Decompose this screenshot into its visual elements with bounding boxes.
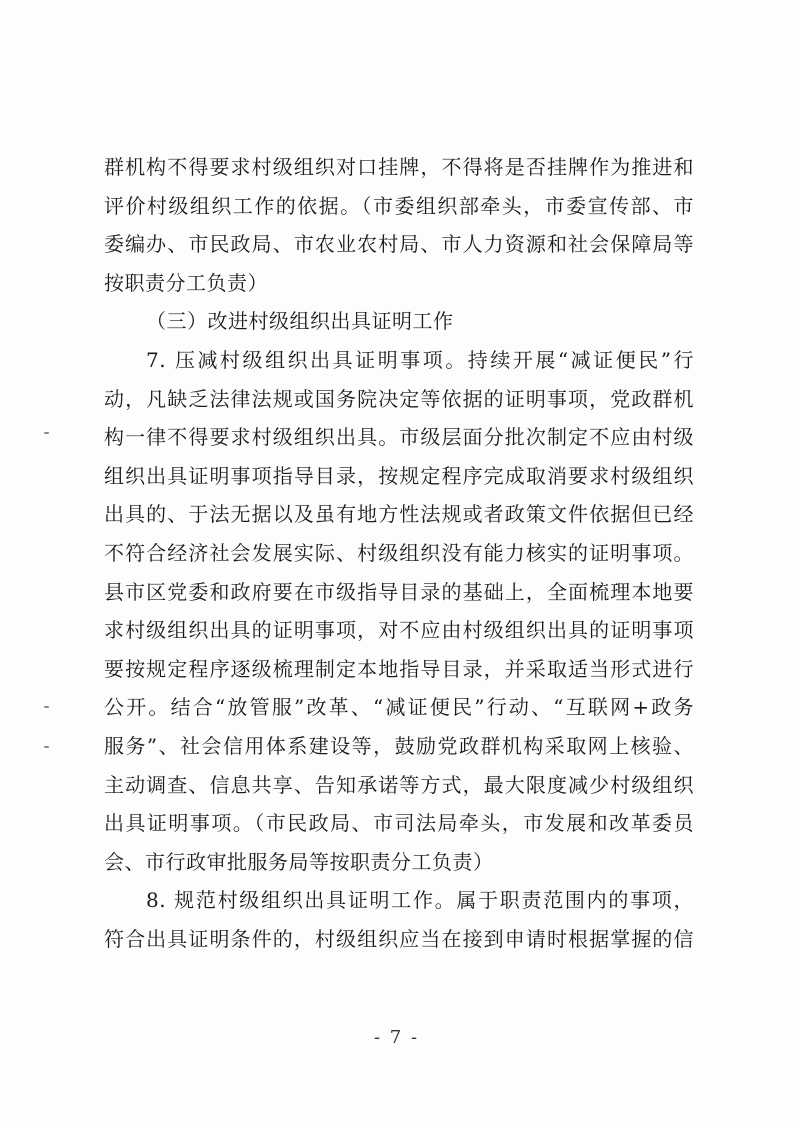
text-line: 动，凡缺乏法律法规或国务院决定等依据的证明事项，党政群机 bbox=[104, 386, 694, 411]
text-line: 服务”、社会信用体系建设等，鼓励党政群机构采取网上核验、 bbox=[104, 733, 694, 758]
margin-mark bbox=[44, 432, 49, 434]
margin-mark bbox=[44, 706, 49, 708]
text-line: 出具的、于法无据以及虽有地方性法规或者政策文件依据但已经 bbox=[104, 502, 694, 527]
page-number: - 7 - bbox=[373, 1027, 420, 1048]
text-line: 委编办、市民政局、市农业农村局、市人力资源和社会保障局等 bbox=[104, 232, 694, 257]
text-line: 要按规定程序逐级梳理制定本地指导目录，并采取适当形式进行 bbox=[104, 656, 694, 681]
text-line: 按职责分工负责） bbox=[104, 270, 268, 295]
text-line: 7. 压减村级组织出具证明事项。持续开展“减证便民”行 bbox=[146, 347, 694, 372]
text-line: 求村级组织出具的证明事项，对不应由村级组织出具的证明事项 bbox=[104, 618, 694, 643]
body-text bbox=[104, 148, 694, 958]
text-line: 组织出具证明事项指导目录，按规定程序完成取消要求村级组织 bbox=[104, 463, 694, 488]
text-line: 符合出具证明条件的，村级组织应当在接到申请时根据掌握的信 bbox=[104, 926, 694, 951]
text-line: 构一律不得要求村级组织出具。市级层面分批次制定不应由村级 bbox=[104, 425, 694, 450]
text-line: 公开。结合“放管服”改革、“减证便民”行动、“互联网+政务 bbox=[104, 695, 694, 720]
text-line: 8. 规范村级组织出具证明工作。属于职责范围内的事项， bbox=[146, 888, 694, 913]
margin-mark bbox=[44, 746, 49, 748]
text-line: 会、市行政审批服务局等按职责分工负责） bbox=[104, 849, 494, 874]
text-line: 县市区党委和政府要在市级指导目录的基础上，全面梳理本地要 bbox=[104, 579, 694, 604]
text-line: 群机构不得要求村级组织对口挂牌，不得将是否挂牌作为推进和 bbox=[104, 155, 694, 179]
text-line: 不符合经济社会发展实际、村级组织没有能力核实的证明事项。 bbox=[104, 540, 694, 565]
text-line: 评价村级组织工作的依据。（市委组织部牵头，市委宣传部、市 bbox=[104, 193, 694, 218]
text-line: 出具证明事项。（市民政局、市司法局牵头，市发展和改革委员 bbox=[104, 811, 694, 836]
text-line: 主动调查、信息共享、告知承诺等方式，最大限度减少村级组织 bbox=[104, 772, 694, 797]
section-heading: （三）改进村级组织出具证明工作 bbox=[146, 309, 454, 334]
